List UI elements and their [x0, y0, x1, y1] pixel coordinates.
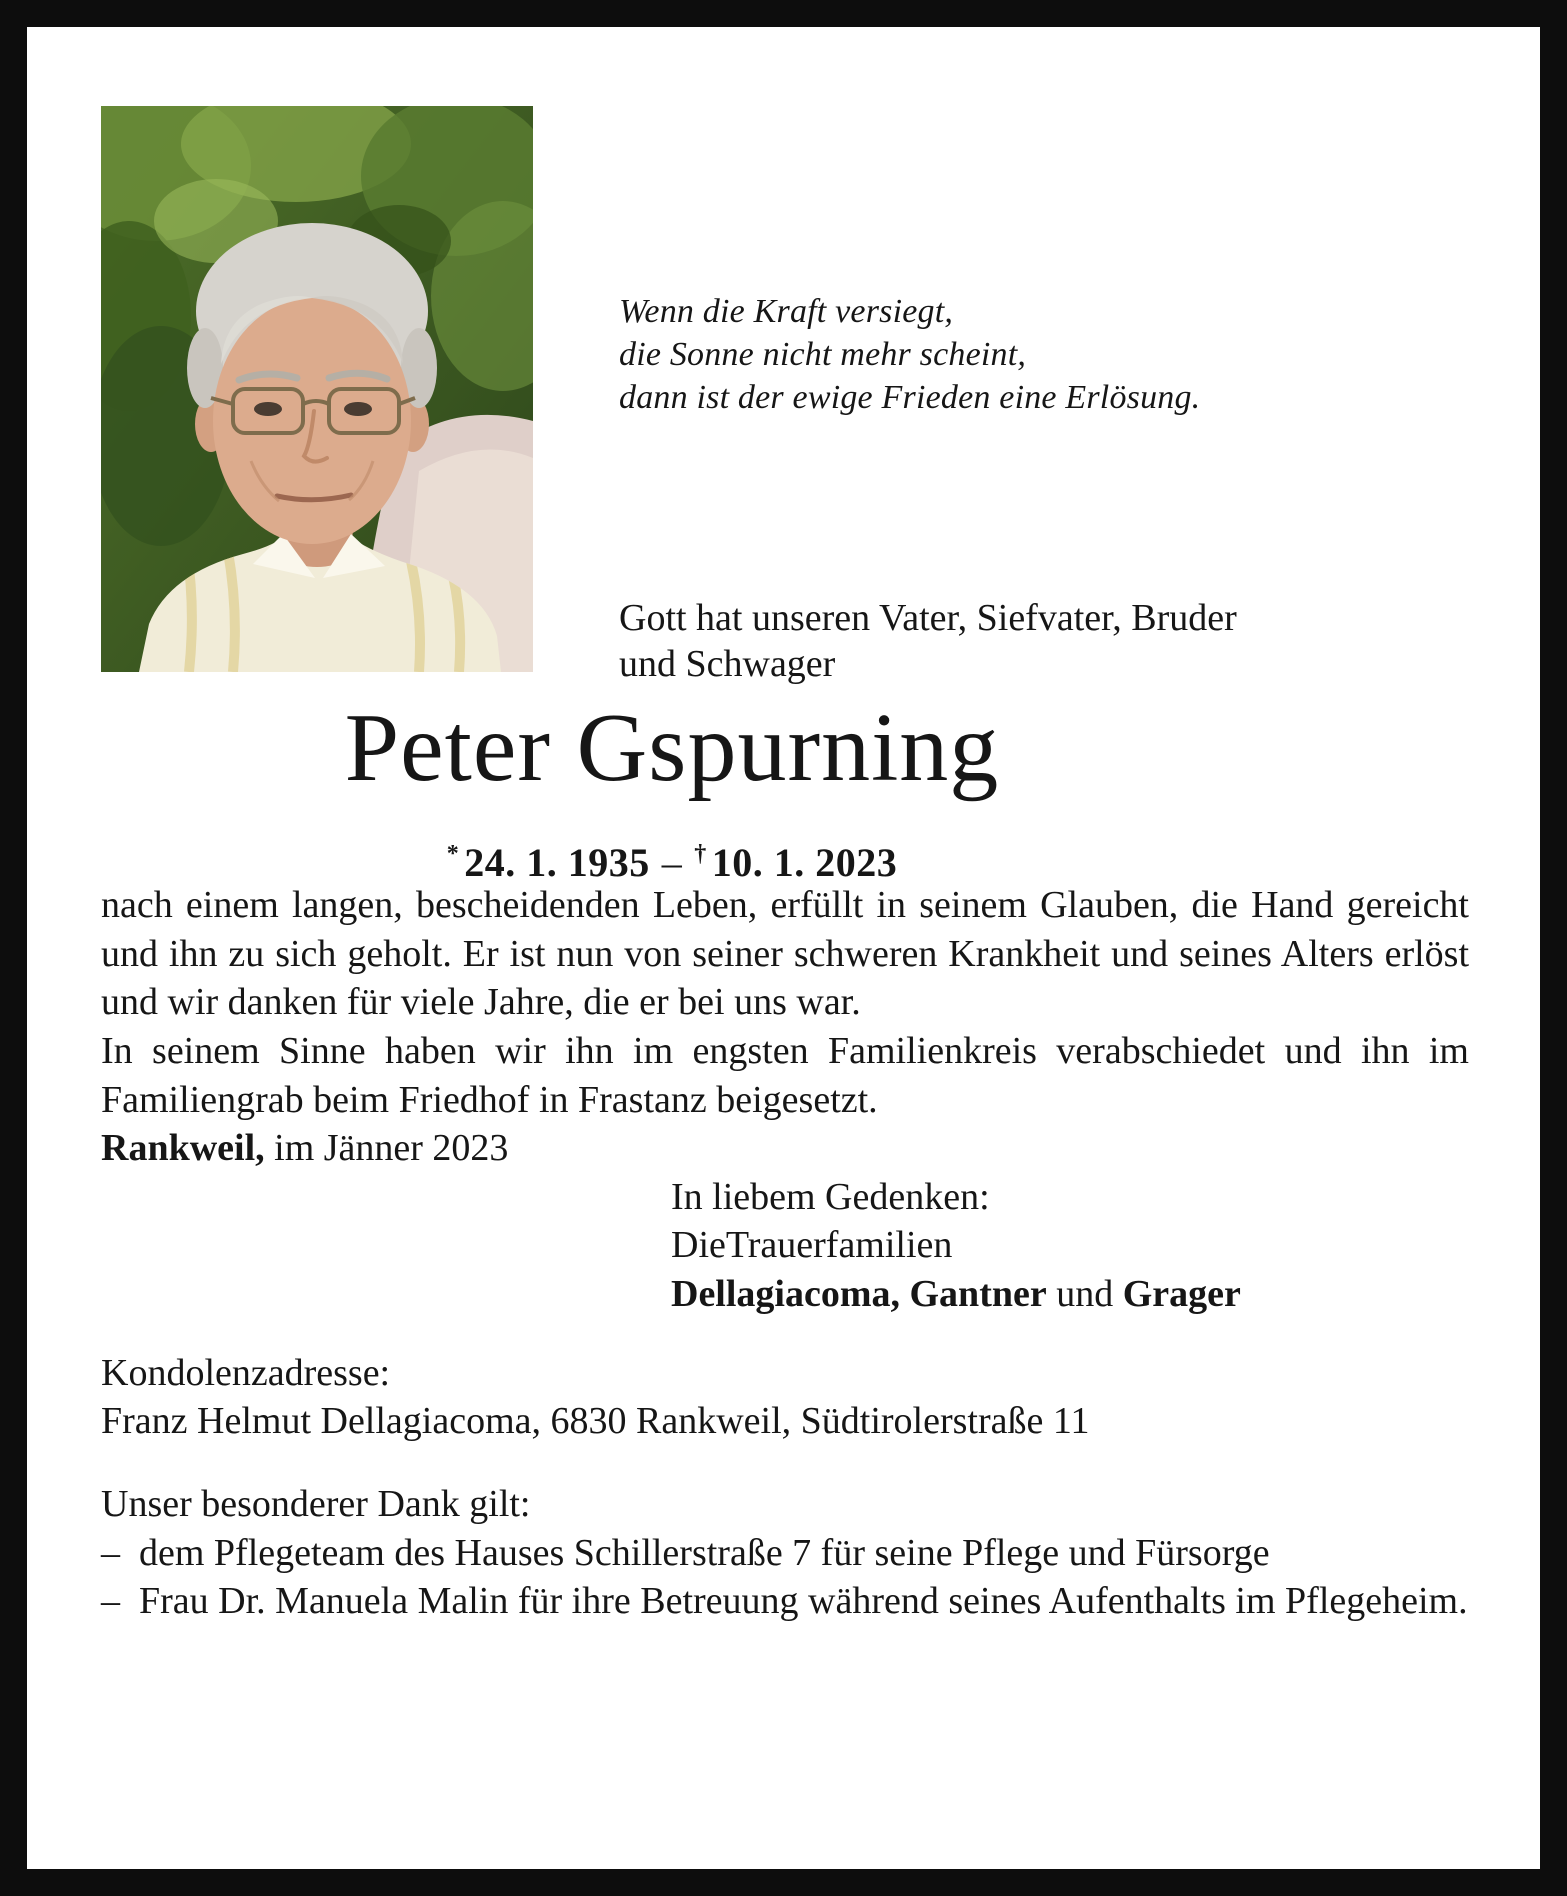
- intro-text: [619, 595, 1237, 688]
- place-name: Rankweil,: [101, 1127, 265, 1170]
- portrait-photo: [101, 106, 533, 672]
- body-paragraph: In seinem Sinne haben wir ihn im engsten Familienkreis verabschiedet und ihn im Familiengrab beim Friedhof in Frastanz beigesetzt.: [101, 1029, 1469, 1121]
- family-names-und: und: [1046, 1273, 1123, 1315]
- deceased-name: Peter Gspurning: [344, 694, 1000, 802]
- memorial-line: In liebem Gedenken:: [671, 1175, 990, 1218]
- dash-bullet: –: [101, 1580, 120, 1623]
- intro-line: Gott hat unseren Vater, Siefvater, Bruder: [619, 597, 1237, 639]
- thanks-label: Unser besonderer Dank gilt:: [101, 1482, 531, 1525]
- verse-line: die Sonne nicht mehr scheint,: [619, 335, 1027, 373]
- thanks-item-text: Frau Dr. Manuela Malin für ihre Betreuung während seines Aufenthalts im Pflegeheim.: [139, 1580, 1468, 1623]
- memorial-block: [671, 1173, 1469, 1319]
- dash-bullet: –: [101, 1531, 120, 1574]
- intro-line: und Schwager: [619, 643, 836, 686]
- date-separator: –: [661, 840, 683, 885]
- thanks-item-text: dem Pflegeteam des Hauses Schillerstraße 7 für seine Pflege und Fürsorge: [139, 1531, 1270, 1574]
- dateline-text: im Jänner 2023: [264, 1127, 509, 1170]
- star-icon: *: [446, 841, 460, 867]
- family-names: [671, 1270, 1469, 1319]
- thanks-block: [101, 1480, 1469, 1626]
- body-paragraph: nach einem langen, bescheidenden Leben, erfüllt in seinem Glauben, die Hand gereicht und ihn zu sich geholt. Er ist nun von seiner schweren Krankheit und seines Alters erlöst und wir danken für viele Jahre, die er bei uns war.: [101, 884, 1469, 1024]
- body-text: [101, 881, 1469, 1626]
- condolence-label: Kondolenzadresse:: [101, 1351, 391, 1394]
- verse-line: Wenn die Kraft versiegt,: [619, 293, 954, 330]
- memorial-line: DieTrauerfamilien: [671, 1224, 953, 1267]
- dagger-icon: †: [694, 841, 707, 867]
- birth-date: 24. 1. 1935: [464, 840, 650, 885]
- death-date: 10. 1. 2023: [711, 840, 898, 885]
- life-dates: [27, 839, 1317, 886]
- dateline: [101, 1124, 1469, 1173]
- verse-line: dann ist der ewige Frieden eine Erlösung.: [619, 378, 1201, 416]
- condolence-block: [101, 1349, 1469, 1446]
- verse: [619, 291, 1200, 419]
- thanks-item: [101, 1577, 1469, 1626]
- condolence-address: Franz Helmut Dellagiacoma, 6830 Rankweil, Südtirolerstraße 11: [101, 1400, 1090, 1443]
- family-names-bold: Grager: [1122, 1273, 1241, 1315]
- obituary-card: [27, 27, 1540, 1869]
- thanks-item: [101, 1529, 1469, 1578]
- family-names-bold: Dellagiacoma, Gantner: [671, 1273, 1047, 1315]
